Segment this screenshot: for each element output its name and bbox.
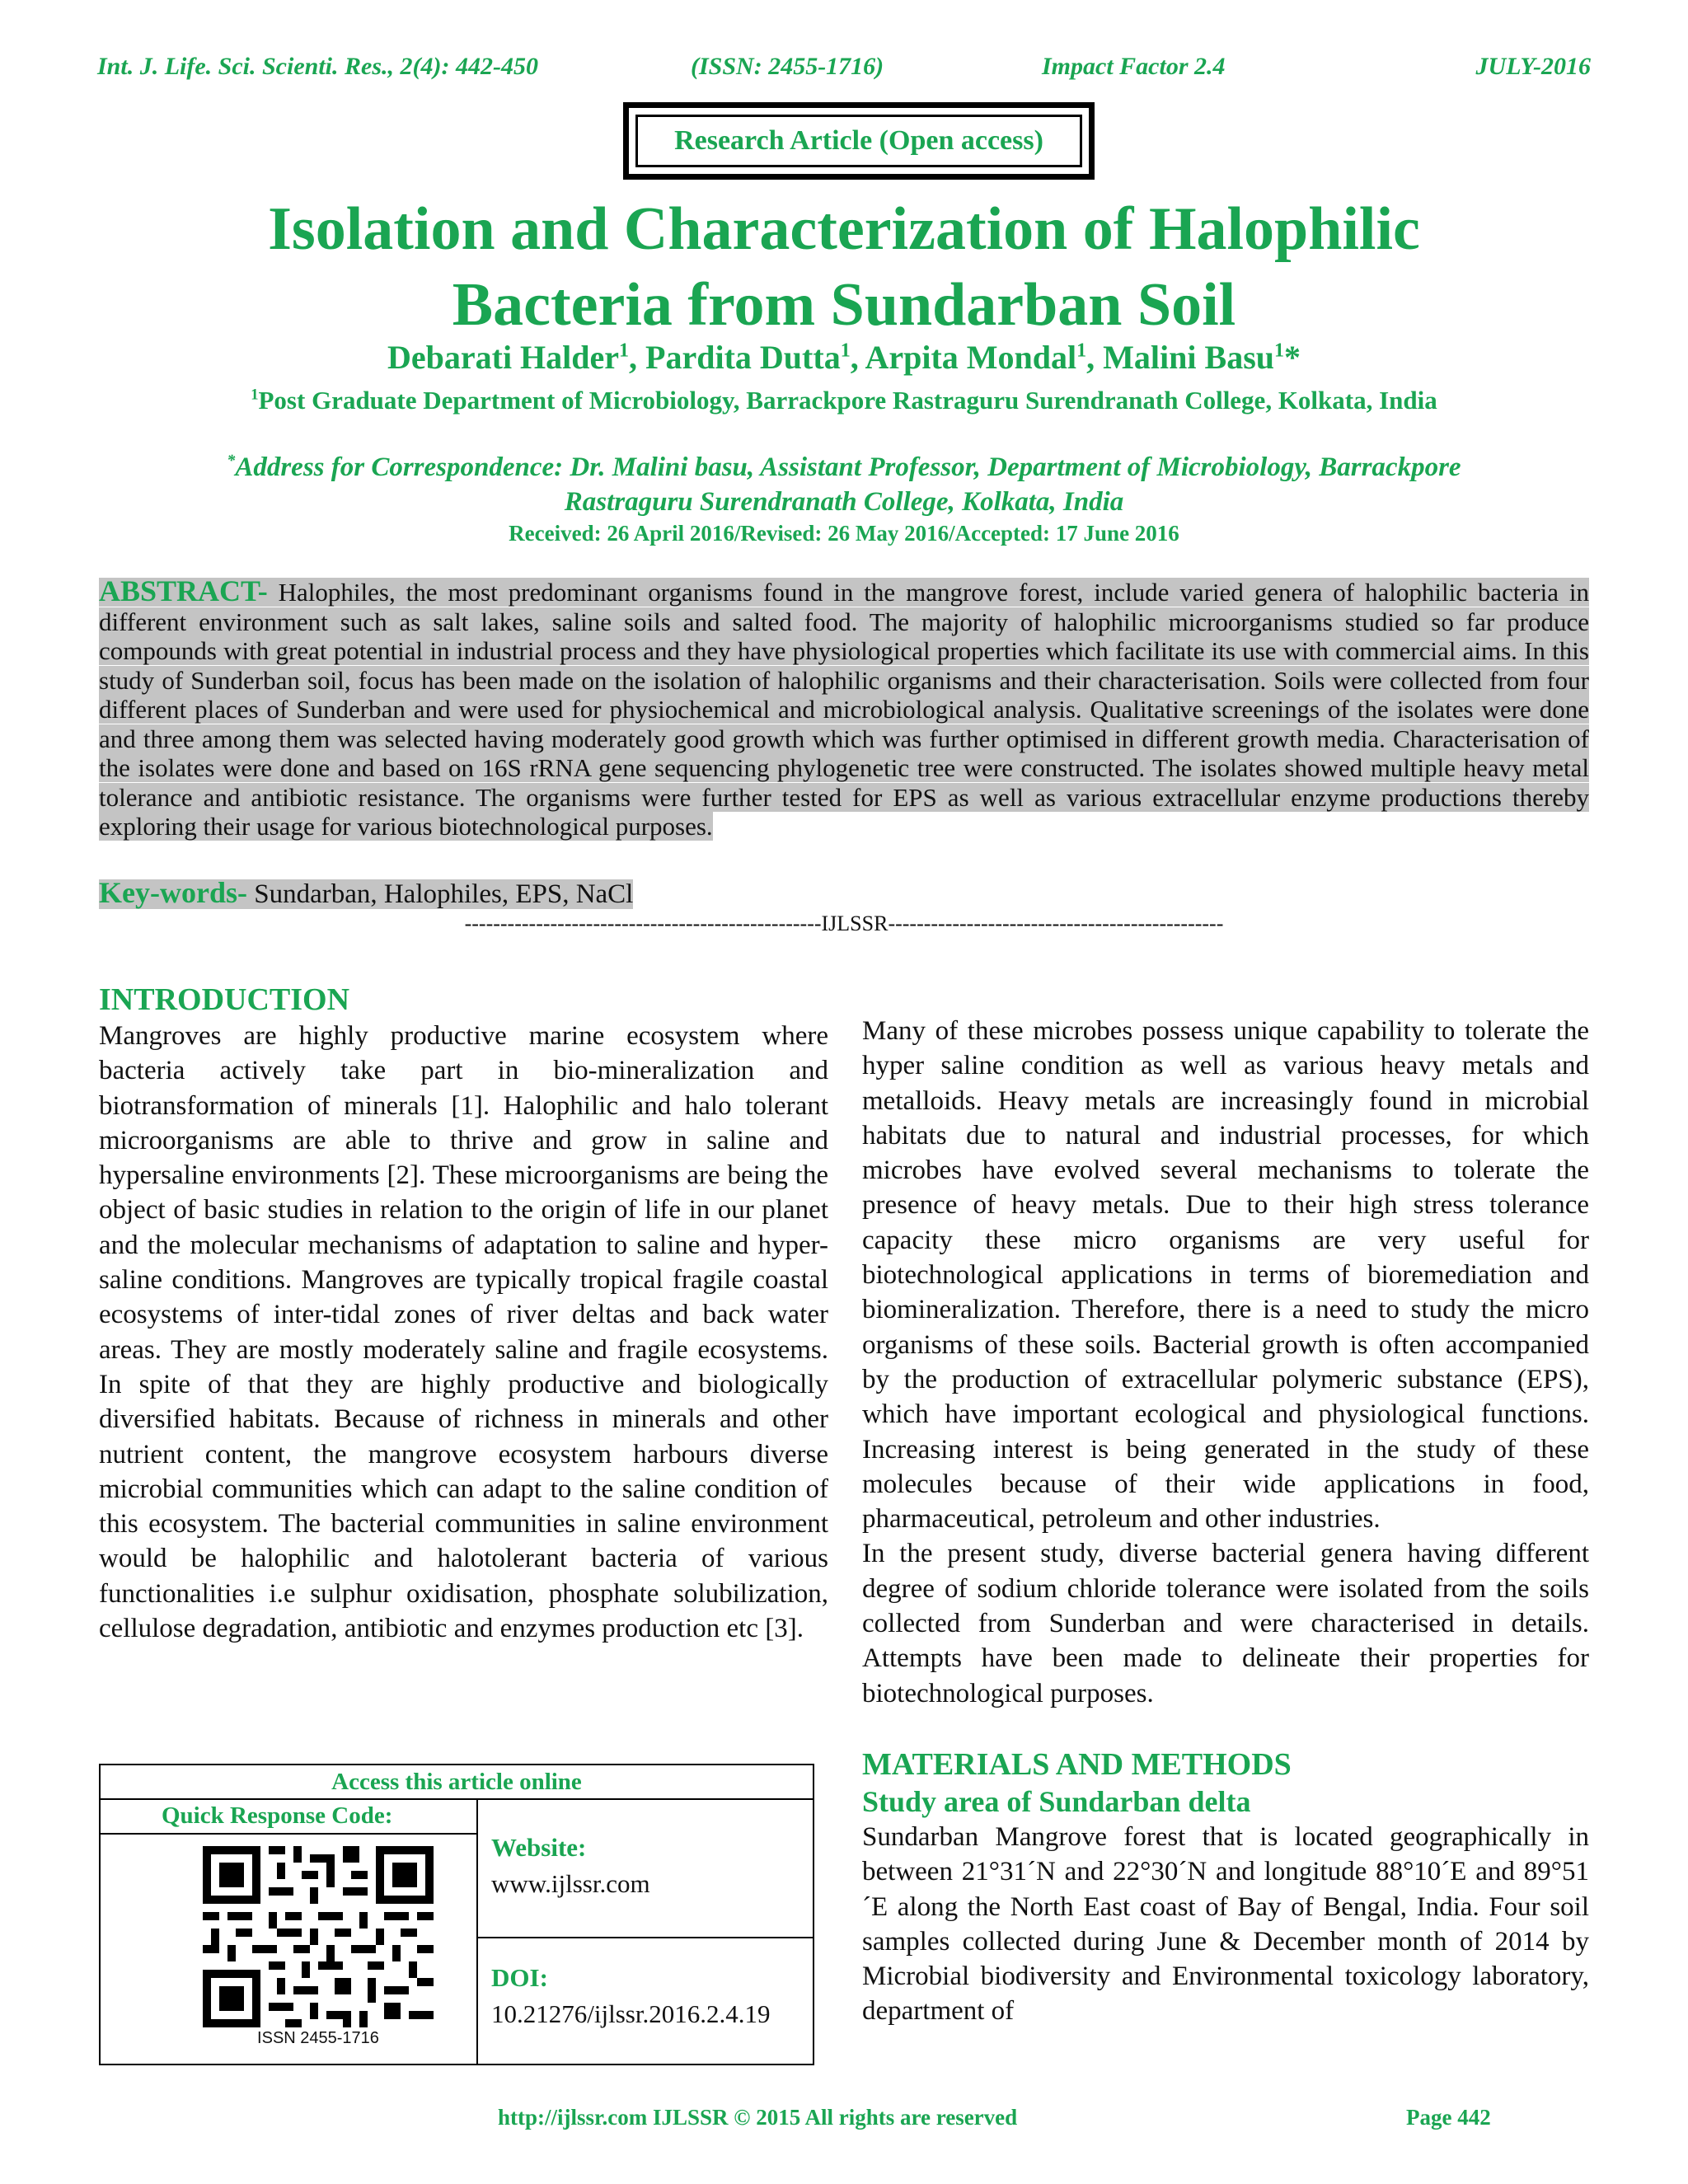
footer-copyright: http://ijlssr.com IJLSSR © 2015 All rights are reserved (498, 2105, 1018, 2130)
affiliation-mark: 1 (251, 386, 259, 404)
author-name: Pardita Dutta (645, 339, 841, 376)
body-paragraph: In the present study, diverse bacterial genera having different degree of sodium chloride tolerance were isolated from the soils collected from Sunderban and were characterised in details. Attempts have been made to delineate their properties for biotechnological purposes. (862, 1539, 1589, 1708)
impact-factor: Impact Factor 2.4 (1042, 53, 1226, 80)
doi-label: DOI: (491, 1963, 548, 1992)
abstract (99, 574, 1589, 841)
author-separator: , (629, 339, 646, 376)
author-separator: * (1284, 339, 1301, 376)
body-paragraph: Sundarban Mangrove forest that is located geographically in between 21°31´N and 22°30´N and longitude 88°10´E and 89°51´E along the North East coast of Bay of Bengal, India. Four soil samples collected during June & December month of 2014 by Microbial biodiversity and Environmental toxicology laboratory, department of (862, 1821, 1589, 2027)
doi-cell (476, 1937, 813, 2064)
keywords-text: Sundarban, Halophiles, EPS, NaCl (254, 879, 634, 909)
study-area-heading: Study area of Sundarban delta (862, 1784, 1251, 1818)
right-column (862, 1014, 1589, 2029)
author-affil-mark: 1 (1274, 340, 1285, 362)
doi-link[interactable]: 10.21276/ijlssr.2016.2.4.19 (491, 1999, 771, 2028)
author-separator: , (1086, 339, 1104, 376)
article-type-badge (623, 102, 1095, 180)
paper-title-line1: Isolation and Characterization of Halophilic (268, 195, 1420, 263)
author-affil-mark: 1 (619, 340, 630, 362)
abstract-label: ABSTRACT- (99, 574, 268, 607)
author-list (82, 338, 1606, 377)
author-separator: , (850, 339, 865, 376)
correspondence-line2: Rastraguru Surendranath College, Kolkata, India (564, 487, 1124, 517)
section-separator: --------------------------------------------------IJLSSR----------------------------------------------- (464, 912, 1224, 935)
author-name: Arpita Mondal (865, 339, 1077, 376)
page-footer (0, 2105, 1688, 2138)
abstract-text: Halophiles, the most predominant organisms found in the mangrove forest, include varied genera of halophilic bacteria in different environment such as salt lakes, saline soils and salted food. The majority of halophilic microorganisms studied so far produce compounds with great potential in industrial process and they have physiological properties which facilitate its use with commercial aims. In this study of Sunderban soil, focus has been made on the isolation of halophilic organisms and their characterisation. Soils were collected from four different places of Sunderban and were used for physiochemical and microbiological analysis. Qualitative screenings of the isolates were done and three among them was selected having moderately good growth which was further optimised in different growth media. Characterisation of the isolates were done and based on 16S rRNA gene sequencing phylogenetic tree were constructed. The isolates showed multiple heavy metal tolerance and antibiotic resistance. The organisms were further tested for EPS as well as various extracellular enzyme productions thereby exploring their usage for various biotechnological purposes. (99, 578, 1589, 841)
website-label: Website: (491, 1833, 587, 1862)
author-name: Malini Basu (1103, 339, 1275, 376)
body-paragraph: Many of these microbes possess unique capability to tolerate the hyper saline condition as well as various heavy metals and metalloids. Heavy metals are increasingly found in microbial habitats due to natural and industrial processes, for which microbes have evolved several mechanisms to tolerate the presence of heavy metals. Due to their high stress tolerance capacity these micro organisms are very useful for biotechnological applications in terms of bioremediation and biomineralization. Therefore, there is a need to study the micro organisms of these soils. Bacterial growth is often accompanied by the production of extracellular polymeric substance (EPS), which have important ecological and physiological functions. Increasing interest is being generated in the study of these molecules because of their wide applications in food, pharmaceutical, petroleum and other industries. (862, 1016, 1589, 1535)
introduction-paragraph: Mangroves are highly productive marine ecosystem where bacteria actively take part in bio-mineralization and biotransformation of minerals [1]. Halophilic and halo tolerant microorganisms are able to thrive and grow in saline and hypersaline environments [2]. These microorganisms are being the object of basic studies in relation to the origin of life in our planet and the molecular mechanisms of adaptation to saline and hyper-saline conditions. Mangroves are typically tropical fragile coastal ecosystems of inter-tidal zones of river deltas and back water areas. They are mostly moderately saline and fragile ecosystems. In spite of that they are highly productive and biologically diversified habitats. Because of richness in minerals and other nutrient content, the mangrove ecosystem harbours diverse microbial communities which can adapt to the saline condition of this ecosystem. The bacterial communities in saline environment would be halophilic and halotolerant bacteria of various functionalities i.e sulphur oxidisation, phosphate solubilization, cellulose degradation, antibiotic and enzymes production etc [3]. (99, 1021, 828, 1644)
paper-title (82, 191, 1606, 343)
keywords (99, 875, 633, 910)
website-cell (476, 1798, 813, 1938)
access-box-title: Access this article online (101, 1765, 813, 1800)
methods-heading: MATERIALS AND METHODS (862, 1746, 1292, 1782)
access-article-box (99, 1764, 814, 2065)
qr-label: Quick Response Code: (101, 1798, 476, 1835)
affiliation (82, 386, 1606, 415)
keywords-label: Key-words- (99, 876, 247, 909)
qr-cell (101, 1798, 478, 2064)
website-link[interactable]: www.ijlssr.com (491, 1869, 650, 1898)
paper-title-line2: Bacteria from Sundarban Soil (452, 271, 1236, 339)
qr-code-icon[interactable] (203, 1846, 434, 2027)
article-type-label: Research Article (Open access) (635, 115, 1082, 167)
left-column (99, 981, 828, 1646)
article-dates: Received: 26 April 2016/Revised: 26 May 2016/Accepted: 17 June 2016 (509, 521, 1179, 546)
journal-citation: Int. J. Life. Sci. Scienti. Res., 2(4): 442-450 (97, 53, 538, 80)
qr-issn-label: ISSN 2455-1716 (257, 2029, 379, 2047)
journal-issn: (ISSN: 2455-1716) (691, 53, 884, 80)
correspondence-line1: Address for Correspondence: Dr. Malini basu, Assistant Professor, Department of Microbiology, Barrackpore (235, 452, 1461, 482)
introduction-heading: INTRODUCTION (99, 982, 350, 1017)
correspondence-mark: * (227, 452, 236, 470)
author-affil-mark: 1 (840, 340, 851, 362)
journal-header (97, 53, 1591, 86)
correspondence (132, 450, 1556, 519)
issue-date: JULY-2016 (1475, 53, 1591, 80)
affiliation-text: Post Graduate Department of Microbiology, Barrackpore Rastraguru Surendranath College, Kolkata, India (258, 386, 1437, 415)
author-name: Debarati Halder (387, 339, 620, 376)
author-affil-mark: 1 (1076, 340, 1087, 362)
page-number: Page 442 (1406, 2105, 1491, 2130)
